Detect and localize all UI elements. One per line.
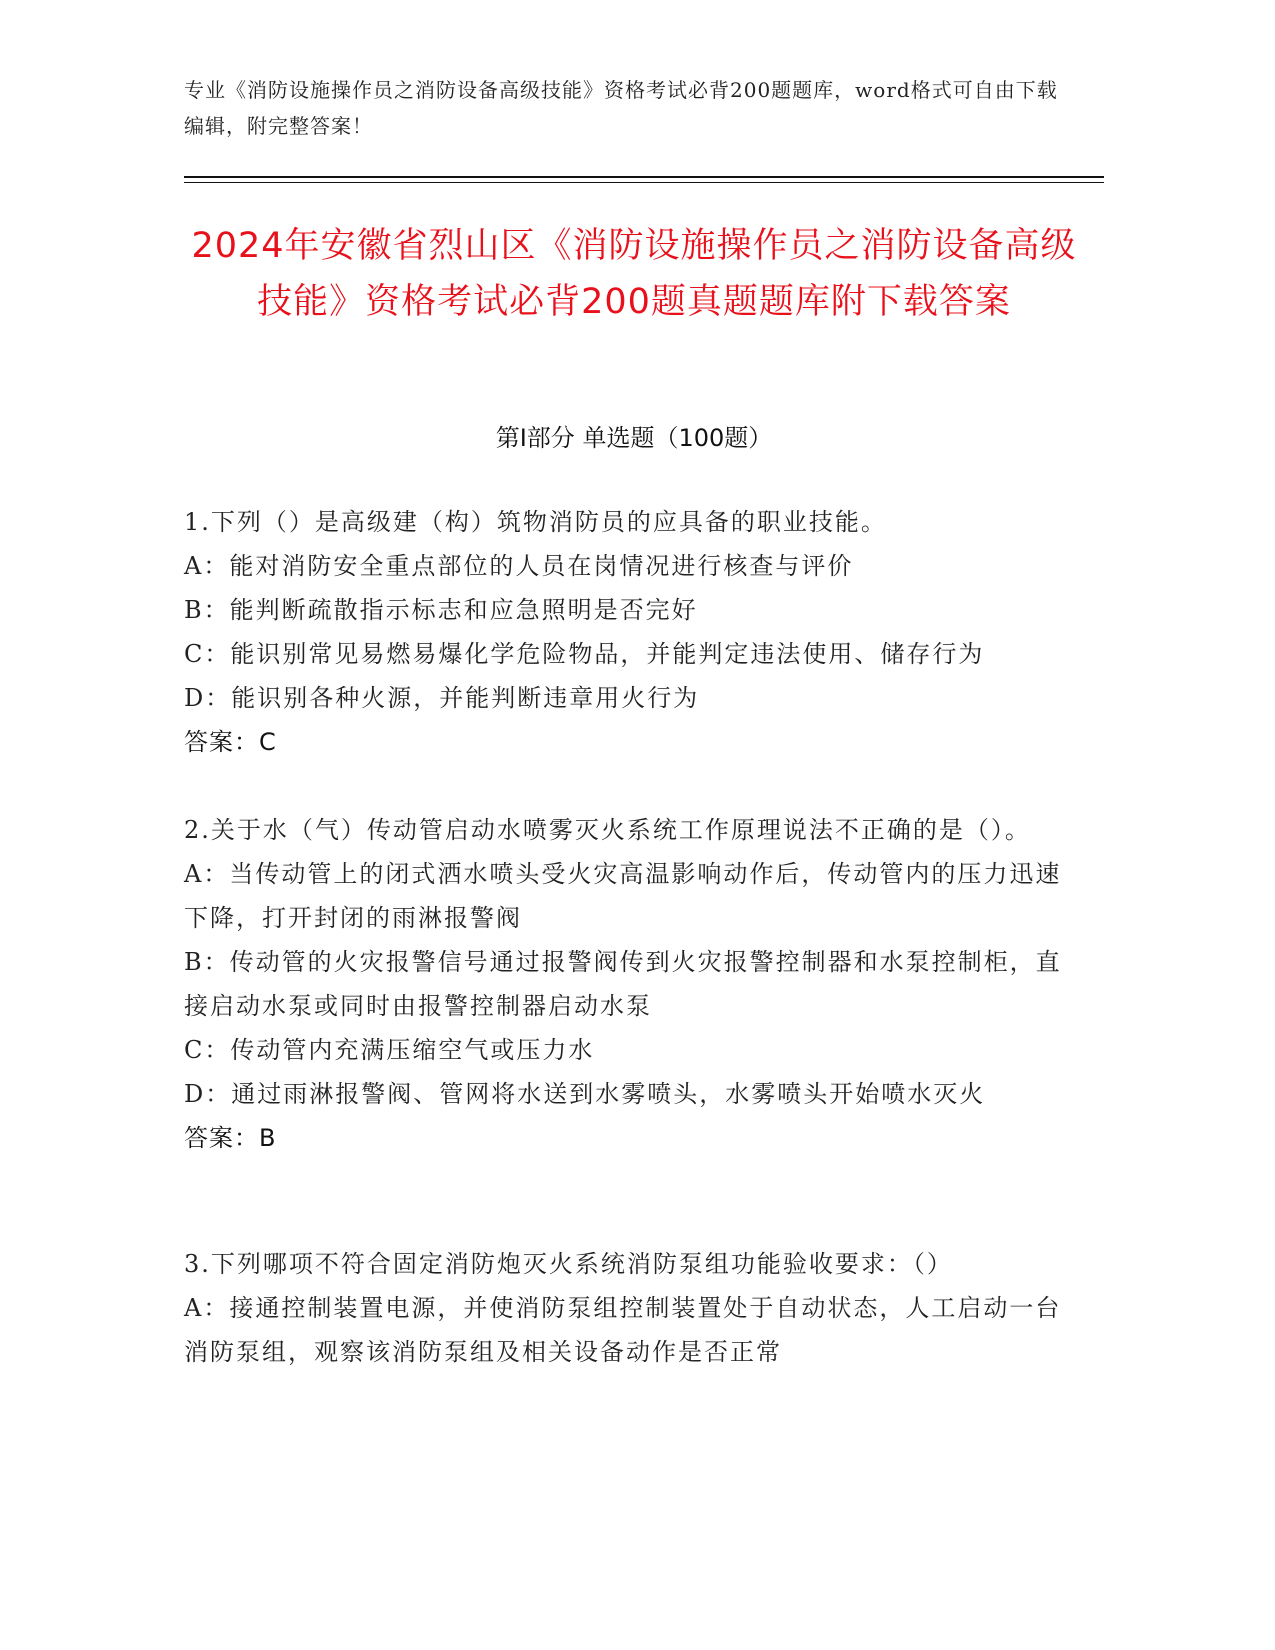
option-b: B：传动管的火灾报警信号通过报警阀传到火灾报警控制器和水泵控制柜，直接启动水泵或同时由报警控制器启动水泵	[184, 948, 1062, 1020]
question-1	[184, 500, 1064, 764]
answer-line: 答案：B	[184, 1124, 277, 1152]
section-heading: 第I部分 单选题（100题）	[495, 424, 773, 452]
option-b: B：能判断疏散指示标志和应急照明是否完好	[184, 596, 698, 624]
question-stem: 3.下列哪项不符合固定消防炮灭火系统消防泵组功能验收要求：（）	[184, 1250, 953, 1278]
option-a: A：接通控制装置电源，并使消防泵组控制装置处于自动状态，人工启动一台消防泵组，观察该消防泵组及相关设备动作是否正常	[184, 1294, 1062, 1366]
question-2	[184, 808, 1064, 1160]
question-3	[184, 1242, 1064, 1374]
option-c: C：传动管内充满压缩空气或压力水	[184, 1036, 595, 1064]
header-divider-thick	[184, 176, 1104, 178]
header-note: 专业《消防设施操作员之消防设备高级技能》资格考试必背200题题库，word格式可自由下载编辑，附完整答案！	[184, 78, 1058, 138]
question-stem: 2.关于水（气）传动管启动水喷雾灭火系统工作原理说法不正确的是（）。	[184, 816, 1031, 844]
option-d: D：能识别各种火源，并能判断违章用火行为	[184, 684, 700, 712]
question-stem: 1.下列（）是高级建（构）筑物消防员的应具备的职业技能。	[184, 508, 887, 536]
option-a: A：当传动管上的闭式洒水喷头受火灾高温影响动作后，传动管内的压力迅速下降，打开封闭的雨淋报警阀	[184, 860, 1062, 932]
option-d: D：通过雨淋报警阀、管网将水送到水雾喷头，水雾喷头开始喷水灭火	[184, 1080, 986, 1108]
header-divider-thin	[184, 182, 1104, 183]
option-a: A：能对消防安全重点部位的人员在岗情况进行核查与评价	[184, 552, 854, 580]
answer-line: 答案：C	[184, 728, 277, 756]
option-c: C：能识别常见易燃易爆化学危险物品，并能判定违法使用、储存行为	[184, 640, 985, 668]
document-title: 2024年安徽省烈山区《消防设施操作员之消防设备高级技能》资格考试必背200题真题题库附下载答案	[191, 226, 1077, 322]
